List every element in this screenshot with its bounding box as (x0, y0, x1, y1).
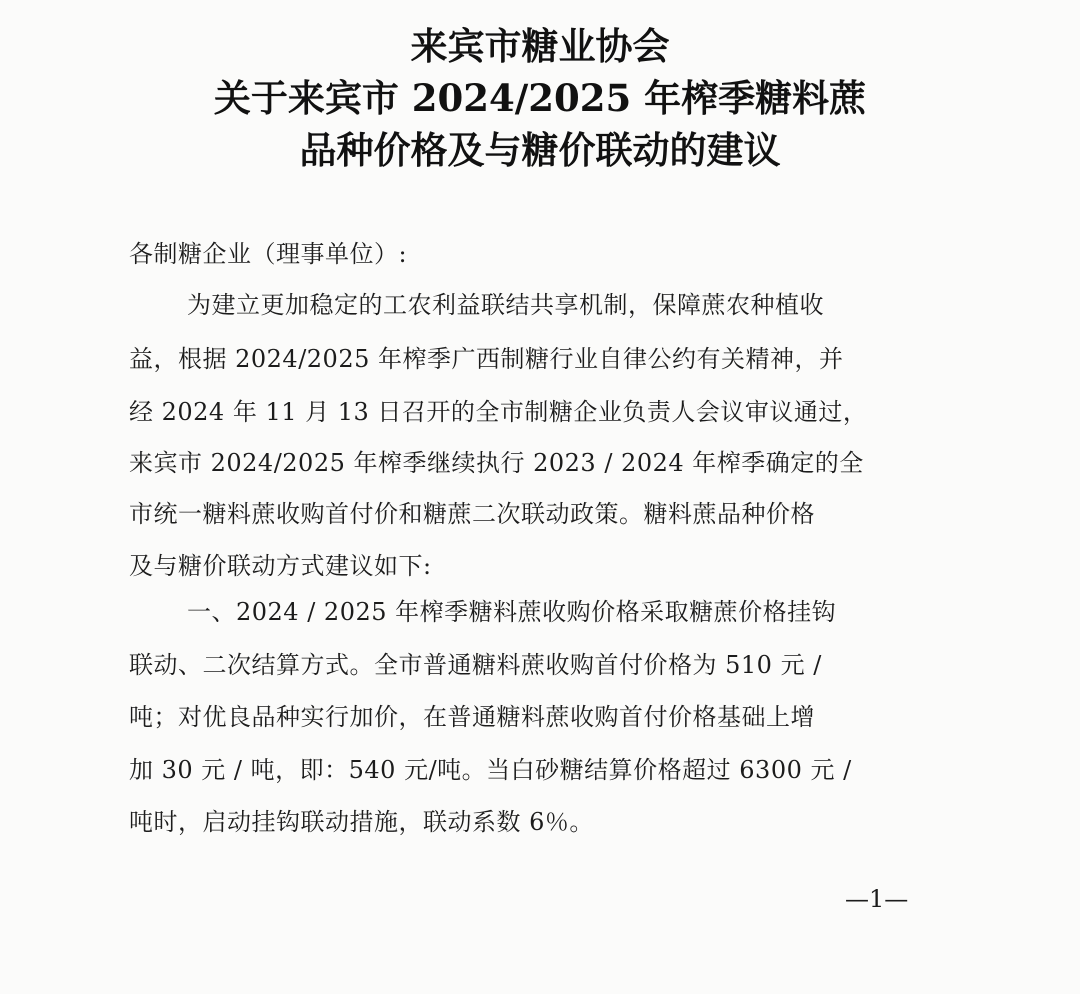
paragraph-1-line-3: 经 2024 年 11 月 13 日召开的全市制糖企业负责人会议审议通过， (129, 398, 868, 426)
document-title-line-1: 来宾市糖业协会 (410, 24, 670, 68)
paragraph-1-line-2: 益，根据 2024/2025 年榨季广西制糖行业自律公约有关精神，并 (129, 345, 844, 373)
paragraph-1-line-1: 为建立更加稳定的工农利益联结共享机制，保障蔗农种植收 (187, 291, 824, 319)
paragraph-2-line-2: 联动、二次结算方式。全市普通糖料蔗收购首付价格为 510 元 / (129, 651, 822, 679)
page-number: —1— (845, 885, 909, 913)
paragraph-1-line-5: 市统一糖料蔗收购首付价和糖蔗二次联动政策。糖料蔗品种价格 (129, 500, 815, 528)
paragraph-1-line-6: 及与糖价联动方式建议如下: (129, 552, 432, 580)
document-title-line-2: 关于来宾市 2024/2025 年榨季糖料蔗 (213, 76, 867, 120)
document-title-line-3: 品种价格及与糖价联动的建议 (299, 128, 781, 172)
salutation: 各制糖企业（理事单位）: (129, 240, 408, 268)
paragraph-1-line-4: 来宾市 2024/2025 年榨季继续执行 2023 / 2024 年榨季确定的全 (129, 449, 864, 477)
paragraph-2-line-3: 吨；对优良品种实行加价，在普通糖料蔗收购首付价格基础上增 (129, 703, 815, 731)
paragraph-2-line-4: 加 30 元 / 吨，即：540 元/吨。当白砂糖结算价格超过 6300 元 / (129, 756, 852, 784)
paragraph-2-line-5: 吨时，启动挂钩联动措施，联动系数 6％。 (129, 808, 594, 836)
paragraph-2-line-1: 一、2024 / 2025 年榨季糖料蔗收购价格采取糖蔗价格挂钩 (187, 598, 837, 626)
